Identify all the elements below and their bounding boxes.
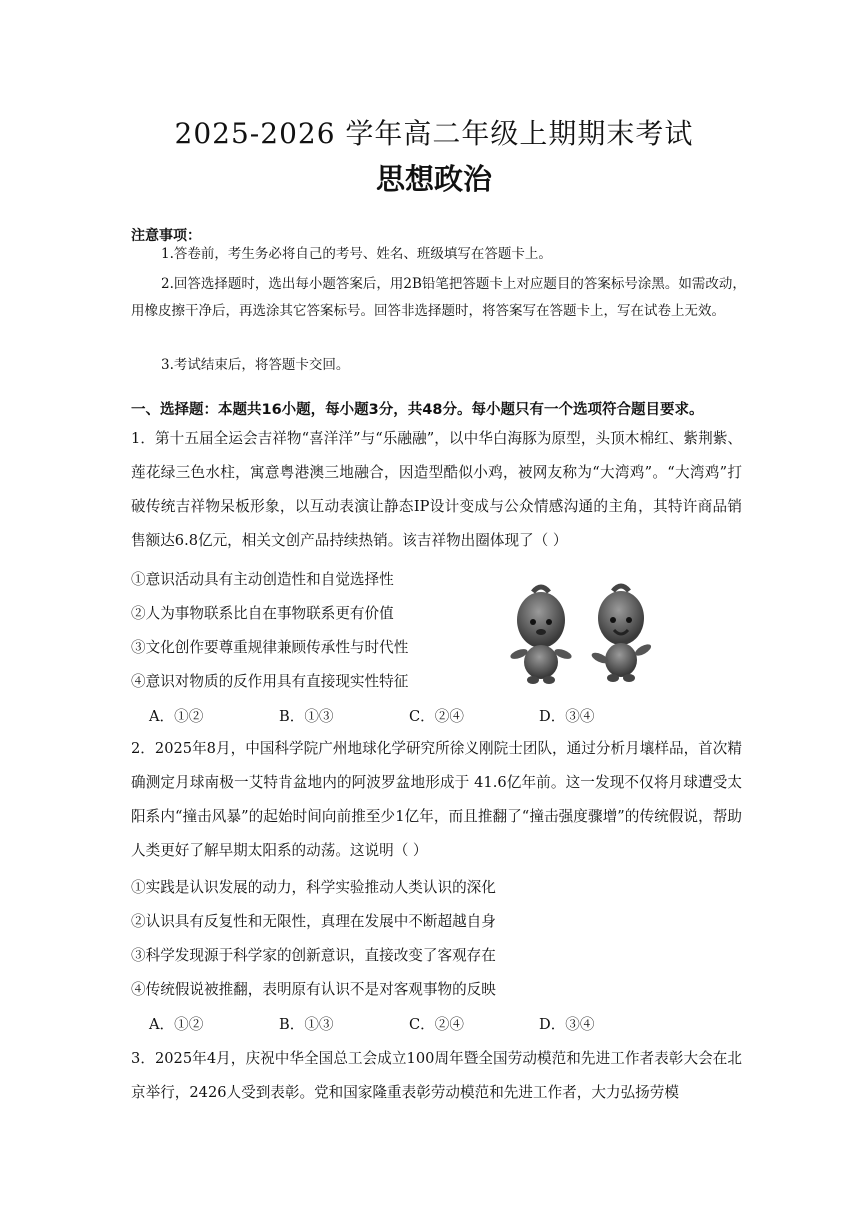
question-1-choice-a[interactable]: A．①②: [149, 708, 204, 725]
question-1-choices: [149, 705, 669, 726]
question-2-choice-c[interactable]: C．②④: [409, 1016, 464, 1033]
question-1-option-1: ①意识活动具有主动创造性和自觉选择性: [131, 571, 394, 588]
question-2-choice-d[interactable]: D．③④: [539, 1016, 595, 1033]
question-1-choice-c[interactable]: C．②④: [409, 708, 464, 725]
question-2-option-2: ②认识具有反复性和无限性，真理在发展中不断超越自身: [131, 913, 496, 930]
notice-item-2: 2.回答选择题时，选出每小题答案后，用2B铅笔把答题卡上对应题目的答案标号涂黑。如需改动，用橡皮擦干净后，再选涂其它答案标号。回答非选择题时，将答案写在答题卡上，写在试卷上无效。: [131, 276, 746, 319]
question-2-option-1: ①实践是认识发展的动力，科学实验推动人类认识的深化: [131, 879, 496, 896]
question-2-option-4: ④传统假说被推翻，表明原有认识不是对客观事物的反映: [131, 981, 496, 998]
exam-title: 2025-2026 学年高二年级上期期末考试: [174, 117, 694, 150]
question-1-choice-b[interactable]: B．①③: [279, 708, 334, 725]
mascot-right: [590, 586, 653, 682]
question-1-option-4: ④意识对物质的反作用具有直接现实性特征: [131, 673, 409, 690]
question-1-option-3: ③文化创作要尊重规律兼顾传承性与时代性: [131, 639, 409, 656]
question-2-option-3: ③科学发现源于科学家的创新意识，直接改变了客观存在: [131, 947, 496, 964]
question-2-stem: 2．2025年8月，中国科学院广州地球化学研究所徐义刚院士团队，通过分析月壤样品，首次精确测定月球南极一艾特肯盆地内的阿波罗盆地形成于 41.6亿年前。这一发现不仅将月球遭受太阳系内“撞击风暴”的起始时间向前推至少1亿年，而且推翻了“撞击强度骤增”的传统假说，帮助人类更好了解早期太阳系的动荡。这说明（ ）: [131, 740, 742, 859]
mascot-left: [509, 587, 573, 684]
question-1-stem: 1．第十五届全运会吉祥物“喜洋洋”与“乐融融”，以中华白海豚为原型，头顶木棉红、紫荆紫、莲花绿三色水柱，寓意粤港澳三地融合，因造型酷似小鸡，被网友称为“大湾鸡”。“大湾鸡”打破传统吉祥物呆板形象，以互动表演让静态IP设计变成与公众情感沟通的主角，其特许商品销售额达6.8亿元，相关文创产品持续热销。该吉祥物出圈体现了（ ）: [131, 430, 742, 549]
notice-heading: 注意事项：: [131, 228, 201, 244]
question-2-choices: [149, 1013, 669, 1034]
question-2-choice-b[interactable]: B．①③: [279, 1016, 334, 1033]
notice-item-1: 1.答卷前，考生务必将自己的考号、姓名、班级填写在答题卡上。: [161, 246, 552, 262]
subject-title: 思想政治: [375, 162, 492, 196]
question-2-choice-a[interactable]: A．①②: [149, 1016, 204, 1033]
section-heading: 一、选择题：本题共16小题，每小题3分，共48分。每小题只有一个选项符合题目要求。: [131, 402, 704, 418]
notice-item-3: 3.考试结束后，将答题卡交回。: [161, 357, 350, 373]
question-3-stem: 3．2025年4月，庆祝中华全国总工会成立100周年暨全国劳动模范和先进工作者表彰大会在北京举行，2426人受到表彰。党和国家隆重表彰劳动模范和先进工作者，大力弘扬劳模: [131, 1050, 742, 1101]
question-1-option-2: ②人为事物联系比自在事物联系更有价值: [131, 605, 394, 622]
question-1-choice-d[interactable]: D．③④: [539, 708, 595, 725]
mascot-image: [505, 578, 665, 688]
